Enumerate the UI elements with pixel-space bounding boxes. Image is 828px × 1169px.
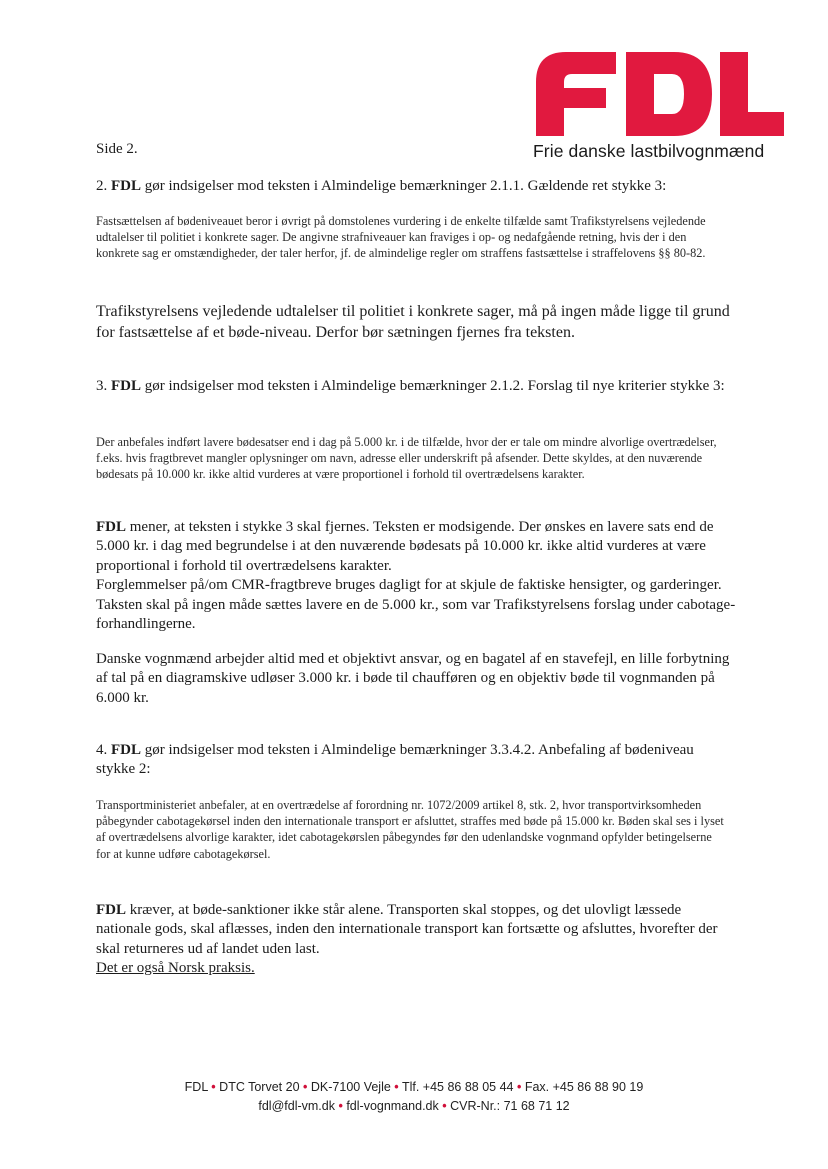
footer-email: fdl@fdl-vm.dk bbox=[258, 1099, 335, 1113]
section-3-heading: 3. FDL gør indsigelser mod teksten i Almindelige bemærkninger 2.1.2. Forslag til nye kriterier stykke 3: bbox=[96, 378, 725, 394]
separator-dot: • bbox=[338, 1099, 343, 1113]
separator-dot: • bbox=[394, 1080, 399, 1094]
logo-letter-d bbox=[626, 52, 712, 136]
separator-dot: • bbox=[211, 1080, 216, 1094]
footer-line-2: fdl@fdl-vm.dk • fdl-vognmand.dk • CVR-Nr.: 71 68 71 12 bbox=[258, 1099, 570, 1113]
separator-dot: • bbox=[303, 1080, 308, 1094]
section-4-response: FDL kræver, at bøde-sanktioner ikke står alene. Transporten skal stoppes, og det ulovligt læssede nationale gods, skal aflæsses, inden den internationale transport kan fortsætte og afsluttes, hvorefter der skal returneres ud af landet uden last. Det er også Norsk praksis. bbox=[96, 901, 736, 979]
section-3-response: FDL mener, at teksten i stykke 3 skal fjernes. Teksten er modsigende. Der ønskes en lavere sats end de 5.000 kr. i dag med begrundelse i at den nuværende bødesats på 10.000 kr. ikke altid vurderes at være proportional i forhold til overtrædelsens karakter. Forglemmelser på/om CMR-fragtbreve bruges dagligt for at skjule de faktiske hensigter, og garderinger. Taksten skal på ingen måde sættes lavere en de 5.000 kr., som var Trafikstyrelsens forslag under cabotage-forhandlingerne. bbox=[96, 519, 736, 633]
section-2-quote: Fastsættelsen af bødeniveauet beror i øvrigt på domstolenes vurdering i de enkelte tilfælde samt Trafikstyrelsens vejledende udtalelser til politiet i konkrete sager. De angivne strafniveauer kan fraviges i op- og nedafgående retning, hvis der i den konkrete sag er omstændigheder, der taler herfor, jf. de almindelige regler om straffens fastsættelse i straffelovens §§ 80-82. bbox=[96, 214, 706, 261]
separator-dot: • bbox=[516, 1080, 522, 1094]
section-4-quote: Transportministeriet anbefaler, at en overtrædelse af forordning nr. 1072/2009 artikel 8, stk. 2, hvor transportvirksomheden påbegynder cabotagekørsel inden den internationale transport er afsluttet, straffes med bøde på 15.000 kr. Bøden skal ses i lyset af overtrædelsens alvorlige karakter, idet cabotagekørslen påbegyndes før den udenlandske vognmand opfylder betingelserne for at kunne udføre cabotagekørsel. bbox=[96, 798, 724, 861]
section-2-heading: 2. FDL gør indsigelser mod teksten i Almindelige bemærkninger 2.1.1. Gældende ret stykke 3: bbox=[96, 178, 667, 194]
logo-letter-f bbox=[536, 52, 616, 136]
logo-tagline: Frie danske lastbilvognmænd bbox=[533, 141, 765, 161]
norsk-praksis-note: Det er også Norsk praksis. bbox=[96, 960, 255, 977]
section-2-response: Trafikstyrelsens vejledende udtalelser til politiet i konkrete sager, må på ingen måde ligge til grund for fastsættelse af et bøde-niveau. Derfor bør sætningen fjernes fra teksten. bbox=[96, 303, 730, 341]
page-number: Side 2. bbox=[96, 141, 138, 157]
fdl-logo bbox=[534, 48, 786, 138]
separator-dot: • bbox=[442, 1099, 447, 1113]
section-3-response-extra: Danske vognmænd arbejder altid med et objektivt ansvar, og en bagatel af en stavefejl, en lille forbytning af tal på en diagramskive udløser 3.000 kr. i bøde til chaufføren og en objektiv bøde til vognmanden på 6.000 kr. bbox=[96, 651, 730, 706]
logo-letter-l bbox=[720, 52, 784, 136]
section-4-heading: 4. FDL gør indsigelser mod teksten i Almindelige bemærkninger 3.3.4.2. Anbefaling af bødeniveau stykke 2: bbox=[96, 742, 694, 777]
footer-contact bbox=[0, 1078, 828, 1116]
section-3-quote: Der anbefales indført lavere bødesatser end i dag på 5.000 kr. i de tilfælde, hvor der er tale om mindre alvorlige overtrædelser, f.eks. hvis fragtbrevet mangler oplysninger om navn, adresse eller underskrift på afsender. Dette skyldes, at den nuværende bødesats på 10.000 kr. ikke altid vurderes at være proportionel i forhold til overtrædelsens karakter. bbox=[96, 435, 717, 482]
footer-line-1: FDL • DTC Torvet 20 • DK-7100 Vejle • Tlf. +45 86 88 05 44 • Fax. +45 86 88 90 19 bbox=[184, 1080, 644, 1094]
footer-website: fdl-vognmand.dk bbox=[346, 1099, 439, 1113]
